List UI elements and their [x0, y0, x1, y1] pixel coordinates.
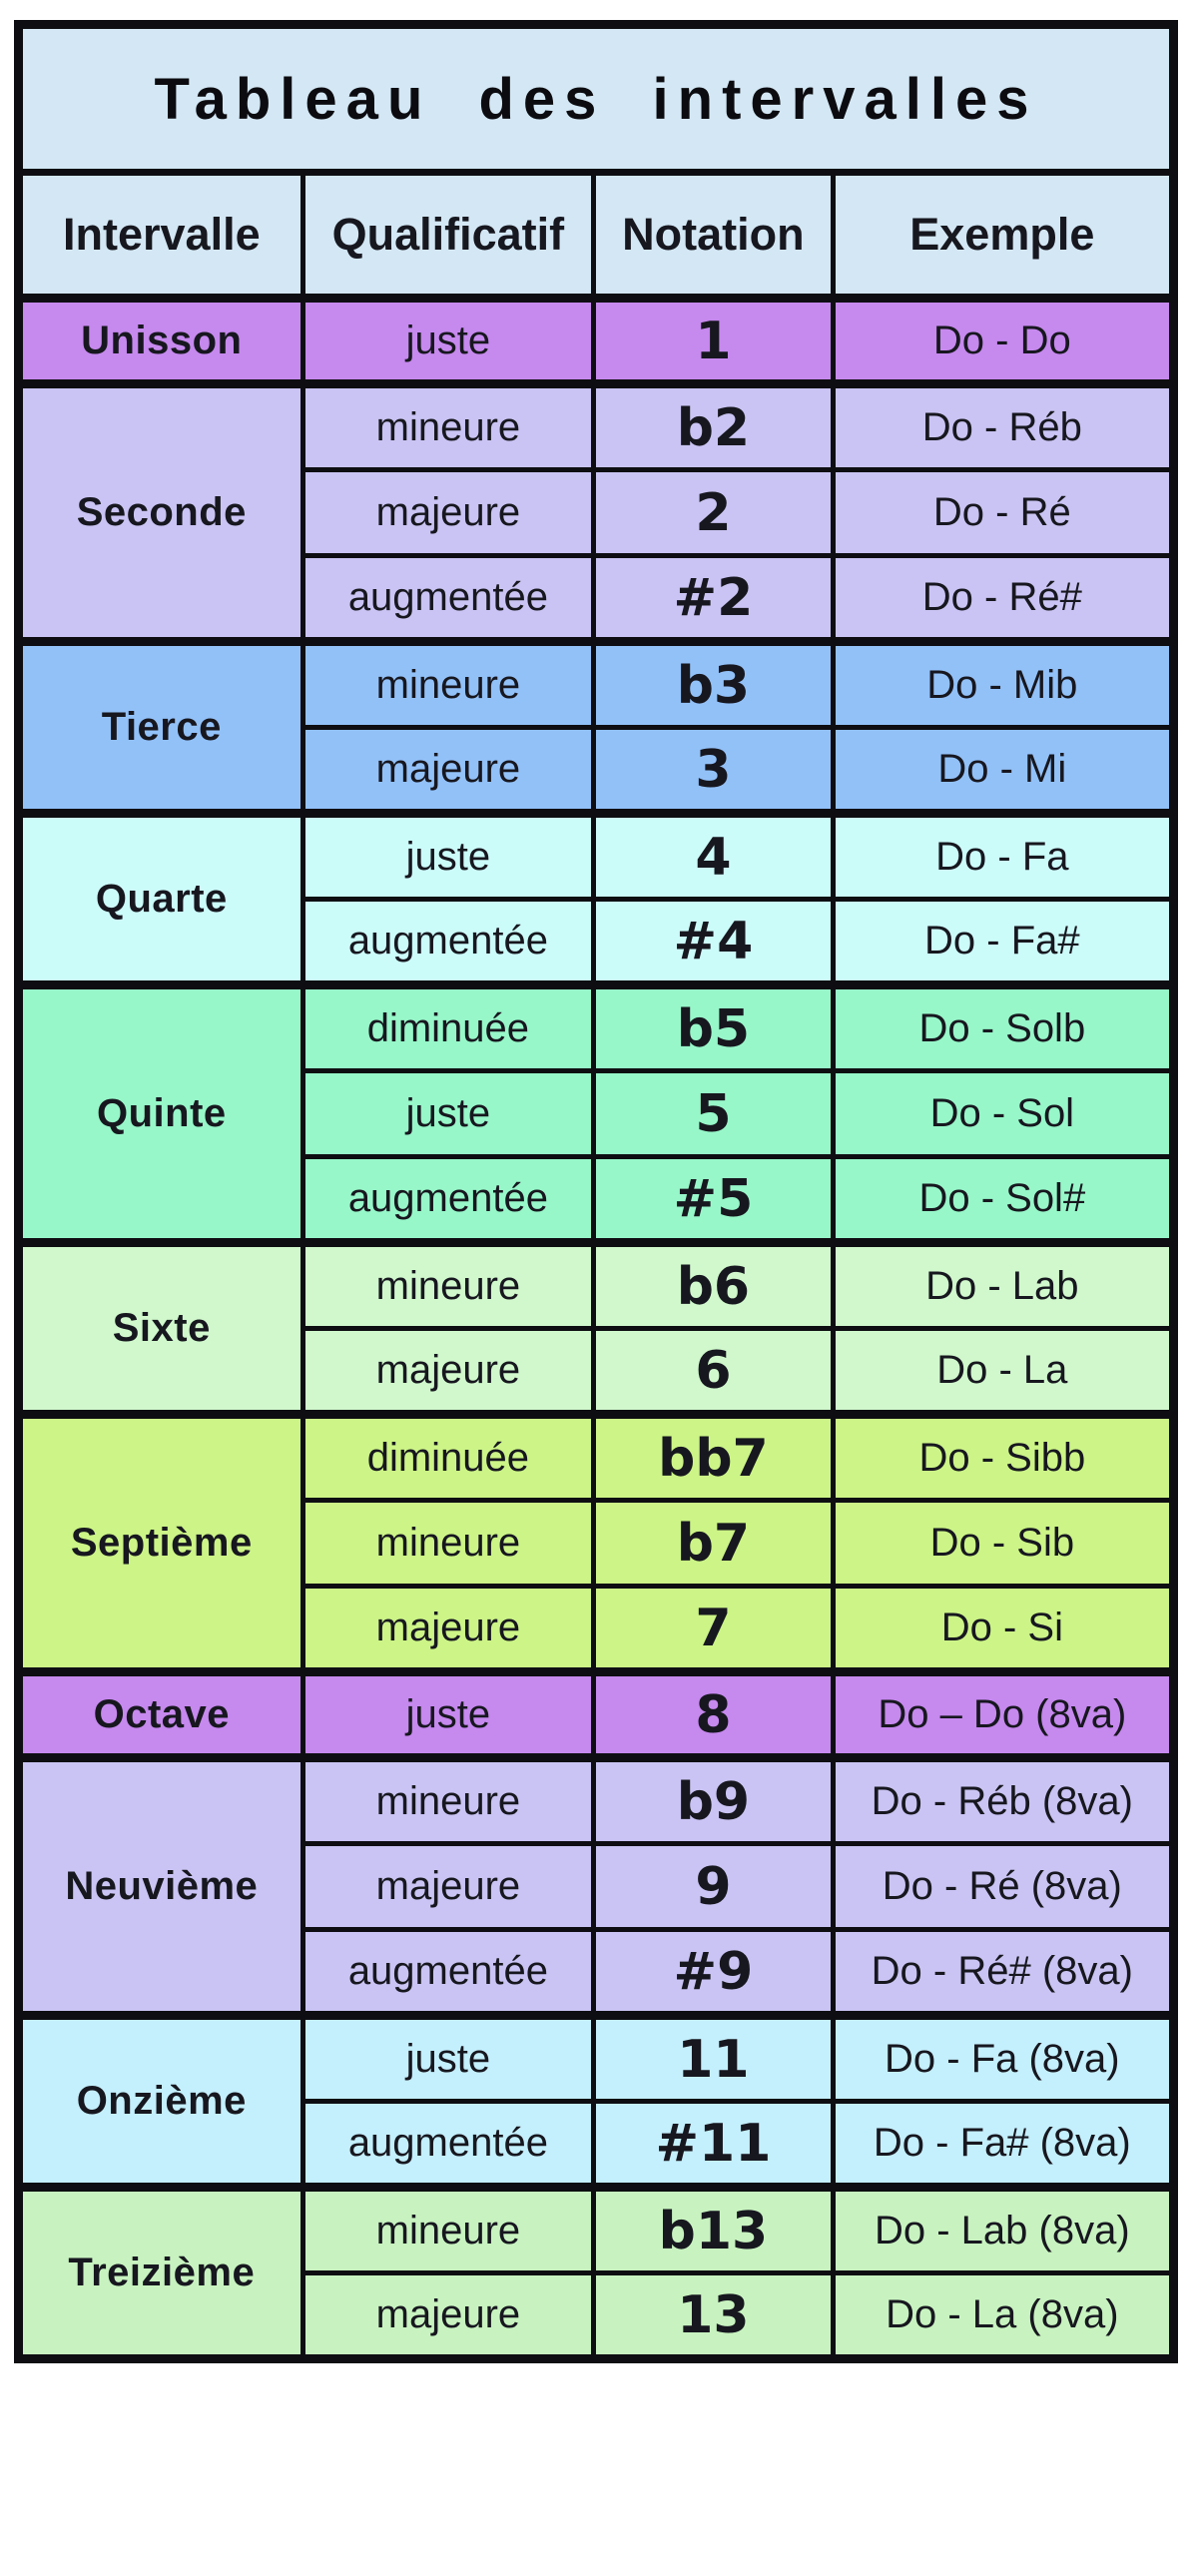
interval-cell: Unisson: [19, 299, 303, 384]
notation-cell: #2: [594, 556, 833, 642]
qualifier-cell: diminuée: [302, 985, 594, 1071]
qualifier-cell: majeure: [302, 1844, 594, 1930]
example-cell: Do - Solb: [833, 985, 1173, 1071]
notation-cell: 2: [594, 470, 833, 556]
qualifier-cell: majeure: [302, 1587, 594, 1672]
example-cell: Do - Réb (8va): [833, 1758, 1173, 1844]
page-title: Tableau des intervalles: [19, 25, 1174, 173]
example-cell: Do - Sibb: [833, 1415, 1173, 1501]
notation-cell: 8: [594, 1672, 833, 1758]
column-header-notation: Notation: [594, 173, 833, 299]
notation-cell: 9: [594, 1844, 833, 1930]
notation-cell: #11: [594, 2102, 833, 2188]
column-header-exemple: Exemple: [833, 173, 1173, 299]
interval-cell: Octave: [19, 1672, 303, 1758]
example-cell: Do - Ré (8va): [833, 1844, 1173, 1930]
qualifier-cell: majeure: [302, 470, 594, 556]
example-cell: Do - Mib: [833, 642, 1173, 728]
notation-cell: 3: [594, 728, 833, 814]
notation-cell: 6: [594, 1329, 833, 1415]
column-header-intervalle: Intervalle: [19, 173, 303, 299]
qualifier-cell: mineure: [302, 642, 594, 728]
interval-cell: Onzième: [19, 2016, 303, 2188]
qualifier-cell: mineure: [302, 1501, 594, 1587]
notation-cell: 4: [594, 814, 833, 900]
notation-cell: b6: [594, 1243, 833, 1329]
qualifier-cell: mineure: [302, 1758, 594, 1844]
column-header-qualificatif: Qualificatif: [302, 173, 594, 299]
table-row: [19, 299, 1174, 384]
example-cell: Do - La (8va): [833, 2273, 1173, 2359]
notation-cell: 1: [594, 299, 833, 384]
notation-cell: b5: [594, 985, 833, 1071]
notation-cell: 5: [594, 1071, 833, 1157]
notation-cell: b7: [594, 1501, 833, 1587]
example-cell: Do - Ré: [833, 470, 1173, 556]
qualifier-cell: mineure: [302, 1243, 594, 1329]
notation-cell: b3: [594, 642, 833, 728]
example-cell: Do - La: [833, 1329, 1173, 1415]
example-cell: Do - Fa: [833, 814, 1173, 900]
table-row: [19, 2188, 1174, 2273]
notation-cell: 11: [594, 2016, 833, 2102]
interval-cell: Seconde: [19, 384, 303, 642]
notation-cell: b9: [594, 1758, 833, 1844]
notation-cell: #4: [594, 900, 833, 985]
qualifier-cell: augmentée: [302, 900, 594, 985]
notation-cell: bb7: [594, 1415, 833, 1501]
qualifier-cell: majeure: [302, 1329, 594, 1415]
example-cell: Do – Do (8va): [833, 1672, 1173, 1758]
table-row: [19, 1415, 1174, 1501]
qualifier-cell: augmentée: [302, 2102, 594, 2188]
example-cell: Do - Fa# (8va): [833, 2102, 1173, 2188]
qualifier-cell: majeure: [302, 2273, 594, 2359]
example-cell: Do - Sib: [833, 1501, 1173, 1587]
qualifier-cell: augmentée: [302, 556, 594, 642]
interval-cell: Treizième: [19, 2188, 303, 2359]
table-row: [19, 985, 1174, 1071]
table-row: [19, 814, 1174, 900]
table-row: [19, 2016, 1174, 2102]
header-row: [19, 173, 1174, 299]
qualifier-cell: juste: [302, 814, 594, 900]
example-cell: Do - Do: [833, 299, 1173, 384]
table-row: [19, 642, 1174, 728]
interval-cell: Septième: [19, 1415, 303, 1672]
interval-cell: Neuvième: [19, 1758, 303, 2016]
table-row: [19, 384, 1174, 470]
notation-cell: b13: [594, 2188, 833, 2273]
example-cell: Do - Fa#: [833, 900, 1173, 985]
qualifier-cell: majeure: [302, 728, 594, 814]
notation-cell: #5: [594, 1157, 833, 1243]
qualifier-cell: mineure: [302, 2188, 594, 2273]
example-cell: Do - Sol#: [833, 1157, 1173, 1243]
interval-cell: Quinte: [19, 985, 303, 1243]
qualifier-cell: juste: [302, 1071, 594, 1157]
example-cell: Do - Réb: [833, 384, 1173, 470]
qualifier-cell: augmentée: [302, 1930, 594, 2016]
example-cell: Do - Sol: [833, 1071, 1173, 1157]
qualifier-cell: juste: [302, 299, 594, 384]
interval-cell: Quarte: [19, 814, 303, 985]
qualifier-cell: mineure: [302, 384, 594, 470]
table-row: [19, 1672, 1174, 1758]
interval-cell: Sixte: [19, 1243, 303, 1415]
example-cell: Do - Fa (8va): [833, 2016, 1173, 2102]
example-cell: Do - Si: [833, 1587, 1173, 1672]
table-row: [19, 1758, 1174, 1844]
example-cell: Do - Ré#: [833, 556, 1173, 642]
notation-cell: #9: [594, 1930, 833, 2016]
qualifier-cell: augmentée: [302, 1157, 594, 1243]
qualifier-cell: juste: [302, 2016, 594, 2102]
interval-cell: Tierce: [19, 642, 303, 814]
example-cell: Do - Lab (8va): [833, 2188, 1173, 2273]
qualifier-cell: juste: [302, 1672, 594, 1758]
table-row: [19, 1243, 1174, 1329]
notation-cell: 7: [594, 1587, 833, 1672]
example-cell: Do - Lab: [833, 1243, 1173, 1329]
title-row: [19, 25, 1174, 173]
notation-cell: b2: [594, 384, 833, 470]
intervals-table: [14, 20, 1178, 2363]
qualifier-cell: diminuée: [302, 1415, 594, 1501]
notation-cell: 13: [594, 2273, 833, 2359]
example-cell: Do - Mi: [833, 728, 1173, 814]
example-cell: Do - Ré# (8va): [833, 1930, 1173, 2016]
